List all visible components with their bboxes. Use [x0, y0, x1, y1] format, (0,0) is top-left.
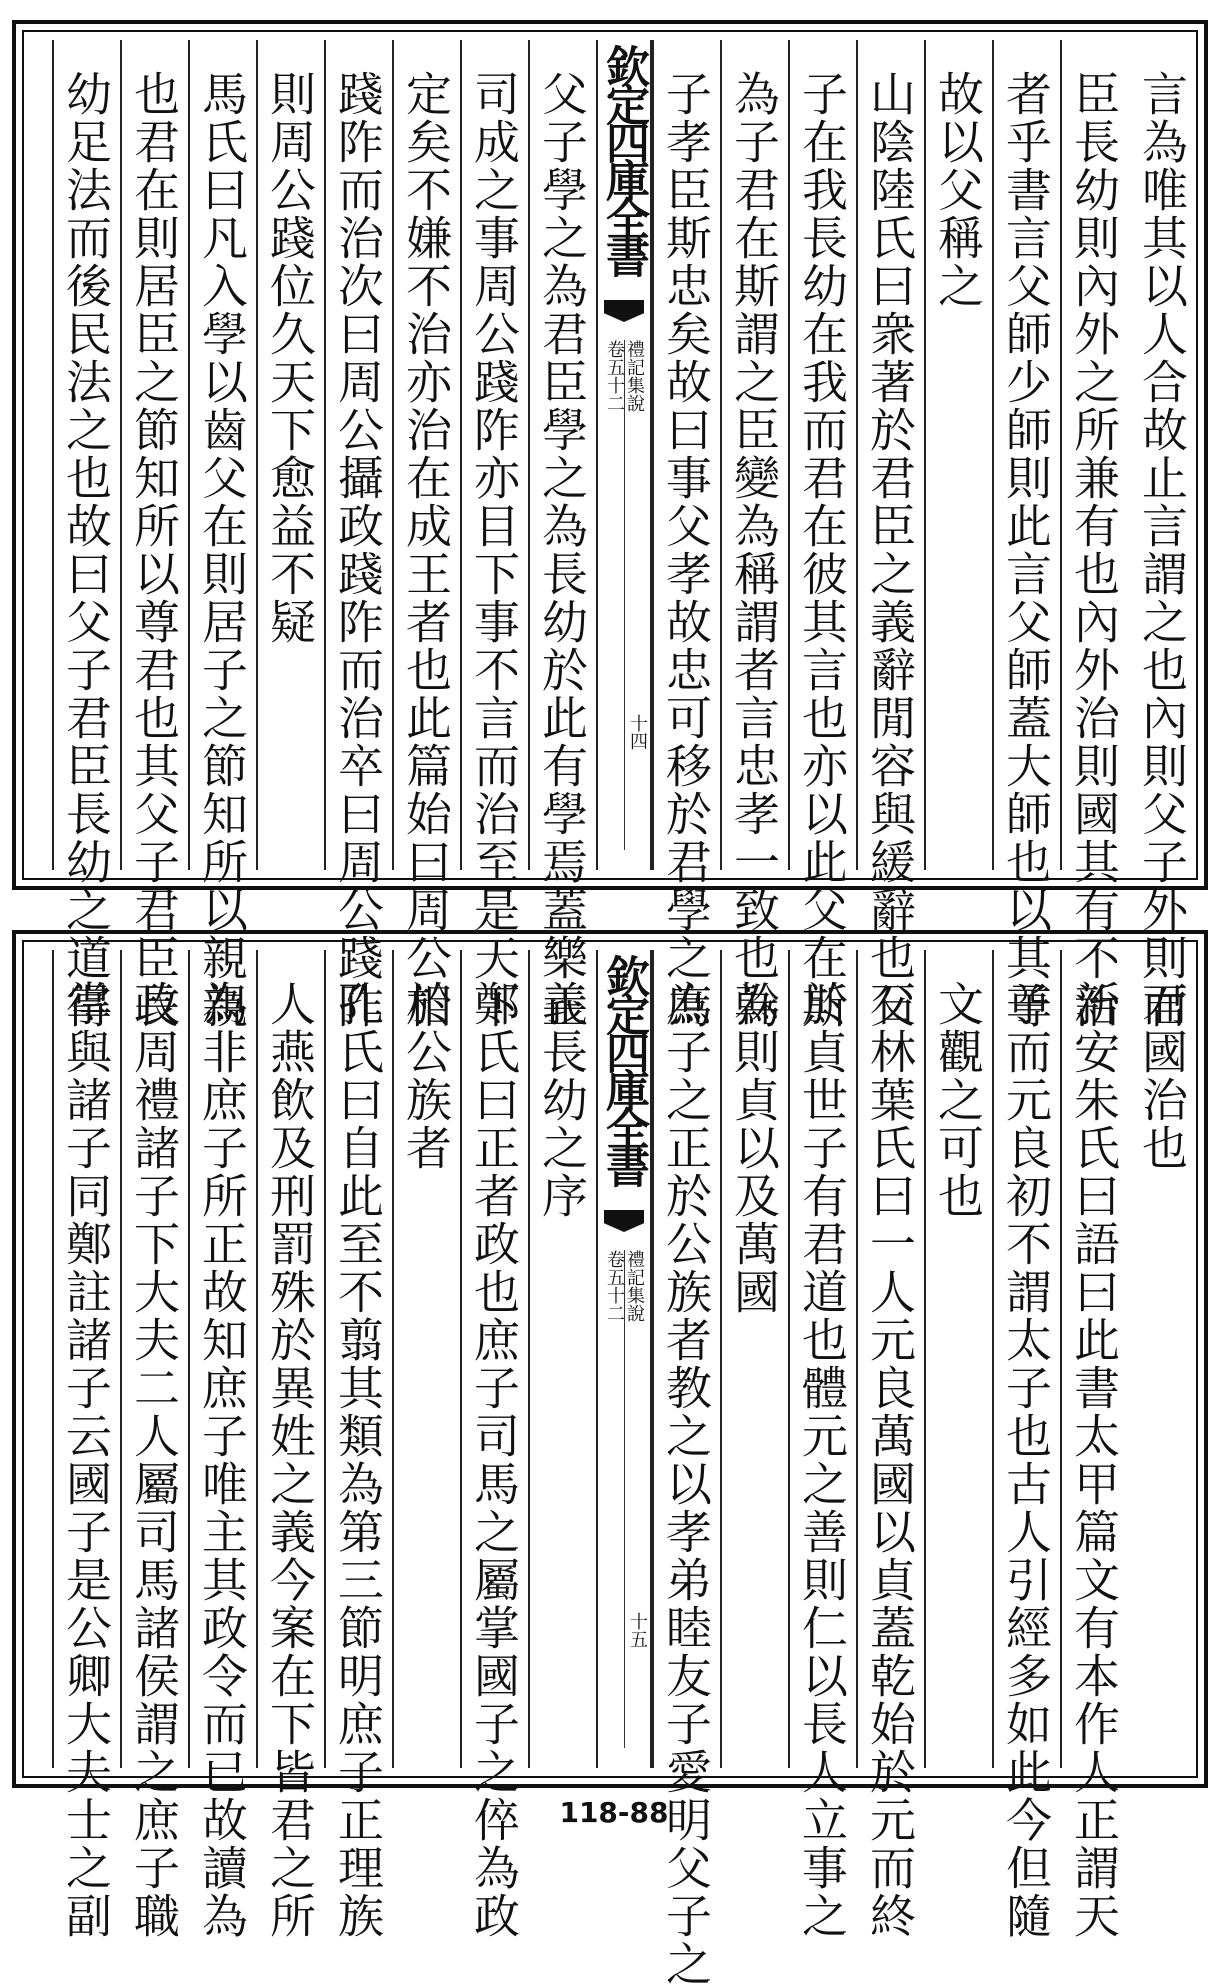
column-text: 言為唯其以人合故止言謂之也內則父子外則君 [1135, 70, 1189, 1030]
text-column [788, 950, 856, 1940]
fold-center [596, 950, 652, 1768]
text-column [992, 950, 1060, 1940]
text-column [52, 950, 120, 1940]
top-page-frame [22, 30, 1198, 1030]
column-text: 石林葉氏曰一人元良萬國以貞蓋乾始於元而終 [863, 980, 917, 1940]
column-text: 義長幼之序 [535, 980, 589, 1220]
fold-divider [624, 340, 625, 850]
column-text: 而國治也 [1135, 980, 1189, 1172]
column-text: 庶子之正於公族者教之以孝弟睦友子愛明父子之 [659, 980, 713, 1988]
text-column [1128, 40, 1196, 1030]
column-text: 新安朱氏曰語曰此書太甲篇文有本作人正謂天 [1067, 980, 1121, 1940]
text-column [188, 40, 256, 1030]
column-text: 掌與諸子同鄭註諸子云國子是公卿大夫士之副 [59, 980, 113, 1940]
fold-title: 欽定四庫全書 [598, 44, 649, 272]
column-text: 孔氏曰自此至不翦其類為第三節明庶子正理族 [331, 980, 385, 1940]
text-column [120, 950, 188, 1940]
fishtail-mark [604, 1210, 644, 1232]
column-text: 文觀之可也 [931, 980, 985, 1220]
column-text: 子而元良初不謂太子也古人引經多如此今但隨 [999, 980, 1053, 1940]
text-column [720, 40, 788, 1030]
column-text: 山陰陸氏曰衆著於君臣之義辭閒容與緩辭也父 [863, 70, 917, 1030]
text-column [924, 950, 992, 1768]
fishtail-mark [604, 300, 644, 322]
column-text: 者乎書言父師少師則此言父師蓋大師也以其尊 [999, 70, 1053, 1030]
column-text: 為非庶子所正故知庶子唯主其政令而已故讀為 [195, 980, 249, 1940]
column-text: 政周禮諸子下大夫二人屬司馬諸侯謂之庶子職 [127, 980, 181, 1940]
text-column [460, 950, 528, 1940]
column-text: 踐阼而治次曰周公攝政踐阼而治卒曰周公踐阼 [331, 70, 385, 1030]
column-text: 幼足法而後民法之也故曰父子君臣長幼之道得 [59, 70, 113, 1030]
column-text: 定矣不嫌不治亦治在成王者也此篇始曰周公相 [399, 70, 453, 1030]
text-column [652, 40, 720, 1030]
fold-juan: 卷五十二 [604, 340, 625, 412]
column-text: 為子君在斯謂之臣變為稱謂者言忠孝一致也為 [727, 70, 781, 1030]
column-text: 臣長幼則內外之所兼有也內外治則國其有不治 [1067, 70, 1121, 1030]
column-text: 於公族者 [399, 980, 453, 1172]
text-column [460, 40, 528, 1030]
text-column [856, 950, 924, 1940]
text-column [528, 40, 596, 1030]
text-column [120, 40, 188, 1030]
text-column [324, 40, 392, 1030]
text-column [720, 950, 788, 1768]
fold-book-title: 禮記集說 [624, 340, 645, 412]
column-text: 馬氏曰凡入學以齒父在則居子之節知所以親親 [195, 70, 249, 1030]
text-column [1128, 950, 1196, 1768]
fold-center [596, 40, 652, 870]
footer-page-number: 118-88 [559, 1796, 669, 1829]
fold-divider [624, 1250, 625, 1748]
top-page [12, 20, 1208, 1030]
text-column [652, 950, 720, 1988]
text-column [324, 950, 392, 1940]
fold-page-number: 十四 [627, 714, 648, 750]
column-text: 司成之事周公踐阼亦目下事不言而治至是天下 [467, 70, 521, 1030]
fold-title: 欽定四庫全書 [598, 954, 649, 1182]
text-column [1060, 950, 1128, 1940]
text-column [392, 40, 460, 1030]
text-column [992, 40, 1060, 1030]
column-text: 於貞世子有君道也體元之善則仁以長人立事之 [795, 980, 849, 1940]
column-text: 父子學之為君臣學之為長幼於此有學焉蓋樂正 [535, 70, 589, 1030]
column-text: 榦則貞以及萬國 [727, 980, 781, 1316]
column-text: 故以父稱之 [931, 70, 985, 310]
column-text: 鄭氏曰正者政也庶子司馬之屬掌國子之倅為政 [467, 980, 521, 1940]
column-text: 人燕飲及刑罰殊於異姓之義今案在下皆君之所 [263, 980, 317, 1940]
text-column [256, 950, 324, 1940]
text-column [856, 40, 924, 1030]
fold-book-title: 禮記集說 [624, 1250, 645, 1322]
text-column [1060, 40, 1128, 1030]
text-column [392, 950, 460, 1768]
column-text: 子在我長幼在我而君在彼其言也亦以此父在斯 [795, 70, 849, 1030]
text-column [188, 950, 256, 1940]
fold-juan: 卷五十二 [604, 1250, 625, 1322]
text-column [256, 40, 324, 870]
column-text: 則周公踐位久天下愈益不疑 [263, 70, 317, 646]
text-column [924, 40, 992, 870]
fold-page-number: 十五 [627, 1612, 648, 1648]
column-text: 子孝臣斯忠矣故曰事父孝故忠可移於君學之為 [659, 70, 713, 1030]
text-column [528, 950, 596, 1768]
column-text: 也君在則居臣之節知所以尊君也其父子君臣長 [127, 70, 181, 1030]
text-column [788, 40, 856, 1030]
text-column [52, 40, 120, 1030]
